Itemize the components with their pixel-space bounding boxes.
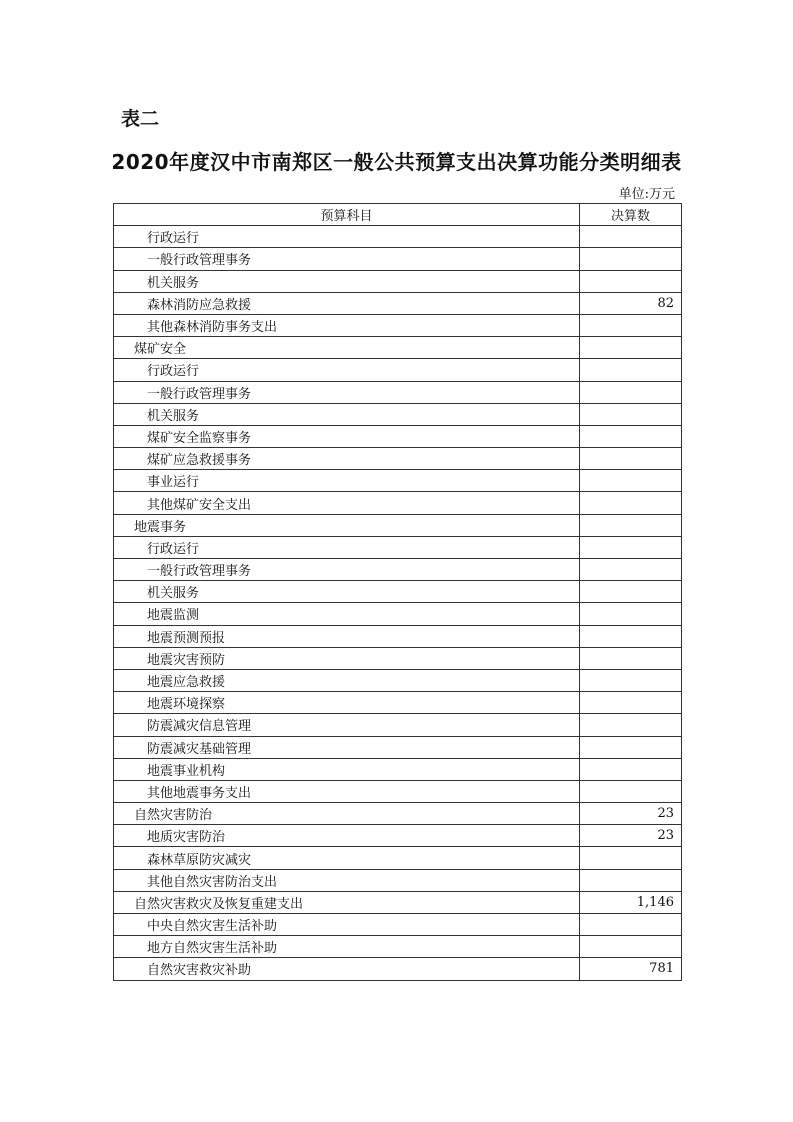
row-item-value (580, 625, 682, 647)
table-row (114, 292, 682, 314)
table-row (114, 714, 682, 736)
row-item-value (580, 226, 682, 248)
row-item-name: 煤矿应急救援事务 (114, 448, 580, 470)
table-header-row (114, 204, 682, 226)
table-row (114, 692, 682, 714)
row-item-name: 行政运行 (114, 359, 580, 381)
table-row (114, 669, 682, 691)
row-item-name: 地震事业机构 (114, 758, 580, 780)
row-item-value (580, 270, 682, 292)
table-row (114, 647, 682, 669)
table-body (114, 226, 682, 980)
table-row (114, 869, 682, 891)
row-item-value (580, 536, 682, 558)
row-item-value (580, 559, 682, 581)
table-row (114, 847, 682, 869)
row-item-name: 防震减灾信息管理 (114, 714, 580, 736)
row-item-name: 自然灾害防治 (114, 803, 580, 825)
table-row (114, 825, 682, 847)
row-item-name: 自然灾害救灾及恢复重建支出 (114, 891, 580, 913)
row-item-value (580, 692, 682, 714)
row-item-value (580, 780, 682, 802)
row-item-value (580, 581, 682, 603)
row-item-name: 机关服务 (114, 270, 580, 292)
table-row (114, 314, 682, 336)
row-item-name: 地震应急救援 (114, 669, 580, 691)
table-row (114, 448, 682, 470)
row-item-name: 一般行政管理事务 (114, 559, 580, 581)
row-item-value (580, 914, 682, 936)
header-budget-item: 预算科目 (114, 204, 580, 226)
table-label: 表二 (121, 108, 160, 130)
row-item-value (580, 314, 682, 336)
row-item-value: 23 (580, 803, 682, 825)
row-item-value (580, 714, 682, 736)
page-title: 2020年度汉中市南郑区一般公共预算支出决算功能分类明细表 (111, 150, 682, 174)
row-item-value (580, 669, 682, 691)
table-row (114, 780, 682, 802)
row-item-value (580, 381, 682, 403)
row-item-value (580, 248, 682, 270)
row-item-name: 地震灾害预防 (114, 647, 580, 669)
table-row (114, 559, 682, 581)
row-item-name: 地质灾害防治 (114, 825, 580, 847)
table-row (114, 914, 682, 936)
header-final-amount: 决算数 (580, 204, 682, 226)
table-row (114, 337, 682, 359)
table-row (114, 758, 682, 780)
row-item-value (580, 603, 682, 625)
row-item-value: 1,146 (580, 891, 682, 913)
row-item-name: 其他森林消防事务支出 (114, 314, 580, 336)
table-row (114, 403, 682, 425)
table-row (114, 492, 682, 514)
table-row (114, 359, 682, 381)
row-item-value (580, 869, 682, 891)
row-item-value: 82 (580, 292, 682, 314)
row-item-value (580, 403, 682, 425)
row-item-value (580, 337, 682, 359)
row-item-name: 煤矿安全监察事务 (114, 425, 580, 447)
unit-note: 单位:万元 (618, 187, 675, 202)
row-item-value (580, 758, 682, 780)
row-item-name: 森林草原防灾减灾 (114, 847, 580, 869)
table-row (114, 270, 682, 292)
row-item-name: 地震环境探察 (114, 692, 580, 714)
row-item-name: 其他地震事务支出 (114, 780, 580, 802)
row-item-value (580, 514, 682, 536)
table-row (114, 581, 682, 603)
row-item-name: 地方自然灾害生活补助 (114, 936, 580, 958)
table-row (114, 381, 682, 403)
row-item-name: 机关服务 (114, 581, 580, 603)
table-row (114, 248, 682, 270)
table-row (114, 625, 682, 647)
row-item-name: 行政运行 (114, 536, 580, 558)
row-item-name: 机关服务 (114, 403, 580, 425)
table-row (114, 226, 682, 248)
row-item-value: 23 (580, 825, 682, 847)
table-row (114, 425, 682, 447)
row-item-value (580, 470, 682, 492)
row-item-name: 其他煤矿安全支出 (114, 492, 580, 514)
row-item-name: 中央自然灾害生活补助 (114, 914, 580, 936)
table-row (114, 736, 682, 758)
row-item-value (580, 847, 682, 869)
row-item-value (580, 647, 682, 669)
row-item-name: 煤矿安全 (114, 337, 580, 359)
table-row (114, 536, 682, 558)
row-item-name: 地震预测预报 (114, 625, 580, 647)
row-item-name: 森林消防应急救援 (114, 292, 580, 314)
row-item-value (580, 492, 682, 514)
table-row (114, 470, 682, 492)
table-row (114, 603, 682, 625)
budget-table (113, 203, 682, 981)
table-row (114, 891, 682, 913)
row-item-name: 行政运行 (114, 226, 580, 248)
row-item-value (580, 359, 682, 381)
table-row (114, 803, 682, 825)
row-item-value (580, 936, 682, 958)
table-row (114, 936, 682, 958)
row-item-name: 自然灾害救灾补助 (114, 958, 580, 980)
row-item-name: 一般行政管理事务 (114, 248, 580, 270)
row-item-name: 地震监测 (114, 603, 580, 625)
table-row (114, 514, 682, 536)
table-row (114, 958, 682, 980)
row-item-name: 事业运行 (114, 470, 580, 492)
row-item-name: 防震减灾基础管理 (114, 736, 580, 758)
row-item-value (580, 448, 682, 470)
row-item-value (580, 425, 682, 447)
row-item-name: 其他自然灾害防治支出 (114, 869, 580, 891)
row-item-value (580, 736, 682, 758)
row-item-name: 一般行政管理事务 (114, 381, 580, 403)
row-item-name: 地震事务 (114, 514, 580, 536)
row-item-value: 781 (580, 958, 682, 980)
